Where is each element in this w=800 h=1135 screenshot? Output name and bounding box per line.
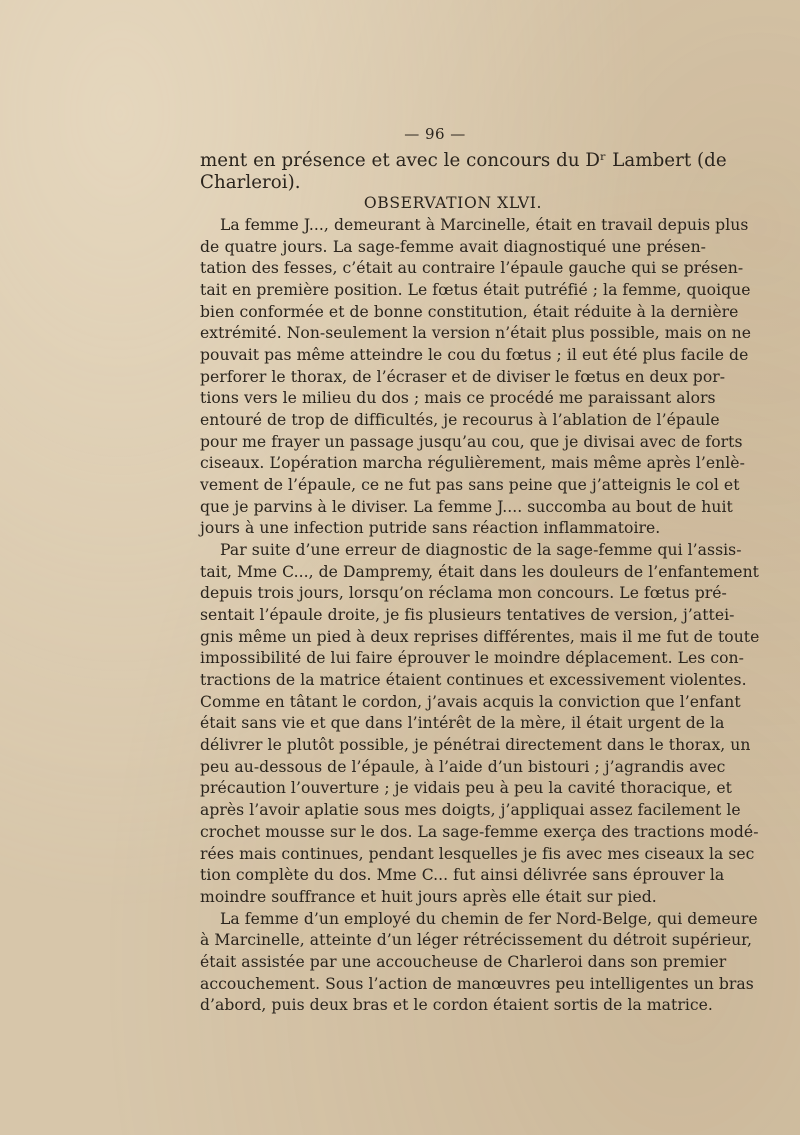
text-line: bien conformée et de bonne constitution, était réduite à la dernière bbox=[200, 302, 739, 321]
text-line: crochet mousse sur le dos. La sage-femme exerça des tractions modé- bbox=[200, 822, 759, 841]
text-line: Par suite d’une erreur de diagnostic de la sage-femme qui l’assis- bbox=[220, 541, 742, 560]
text-line: La femme J..., demeurant à Marcinelle, était en travail depuis plus bbox=[220, 216, 749, 235]
page-number: — 96 — bbox=[404, 125, 466, 143]
text-line: délivrer le plutôt possible, je pénétrai directement dans le thorax, un bbox=[200, 736, 751, 755]
text-line: était sans vie et que dans l’intérêt de la mère, il était urgent de la bbox=[200, 714, 725, 733]
text-line: à Marcinelle, atteinte d’un léger rétrécissement du détroit supérieur, bbox=[200, 931, 752, 950]
text-line: sentait l’épaule droite, je fis plusieurs tentatives de version, j’attei- bbox=[200, 606, 735, 625]
text-line: que je parvins à le diviser. La femme J.... succomba au bout de huit bbox=[200, 497, 733, 516]
text-line: pouvait pas même atteindre le cou du fœtus ; il eut été plus facile de bbox=[200, 346, 749, 365]
text-line: tion complète du dos. Mme C... fut ainsi délivrée sans éprouver la bbox=[200, 866, 725, 885]
text-line: impossibilité de lui faire éprouver le moindre déplacement. Les con- bbox=[200, 649, 744, 668]
text-line: précaution l’ouverture ; je vidais peu à peu la cavité thoracique, et bbox=[200, 779, 732, 798]
text-line: tait, Mme C..., de Dampremy, était dans les douleurs de l’enfantement bbox=[200, 562, 759, 581]
text-line: rées mais continues, pendant lesquelles je fis avec mes ciseaux la sec bbox=[200, 844, 755, 863]
text-line: La femme d’un employé du chemin de fer Nord-Belge, qui demeure bbox=[220, 909, 758, 928]
text-line: accouchement. Sous l’action de manœuvres peu intelligentes un bras bbox=[200, 974, 754, 993]
text-line: gnis même un pied à deux reprises différentes, mais il me fut de toute bbox=[200, 627, 760, 646]
text-line: entouré de trop de difficultés, je recourus à l’ablation de l’épaule bbox=[200, 411, 720, 430]
text-line: depuis trois jours, lorsqu’on réclama mon concours. Le fœtus pré- bbox=[200, 584, 727, 603]
text-line: ciseaux. L’opération marcha régulièrement, mais même après l’enlè- bbox=[200, 454, 745, 473]
text-line: tation des fesses, c’était au contraire l’épaule gauche qui se présen- bbox=[200, 259, 744, 278]
text-line: moindre souffrance et huit jours après elle était sur pied. bbox=[200, 887, 657, 906]
section-heading: OBSERVATION XLVI. bbox=[363, 194, 543, 213]
text-line: Charleroi). bbox=[200, 171, 301, 193]
text-line: tractions de la matrice étaient continues et excessivement violentes. bbox=[200, 671, 747, 690]
text-line: après l’avoir aplatie sous mes doigts, j’appliquai assez facilement le bbox=[200, 801, 741, 820]
body-text bbox=[200, 150, 760, 1017]
text-line: ment en présence et avec le concours du Dʳ Lambert (de bbox=[200, 150, 727, 171]
text-line: était assistée par une accoucheuse de Charleroi dans son premier bbox=[200, 952, 727, 971]
text-line: tions vers le milieu du dos ; mais ce procédé me paraissant alors bbox=[200, 389, 716, 408]
text-line: jours à une infection putride sans réaction inflammatoire. bbox=[200, 519, 661, 538]
text-line: de quatre jours. La sage-femme avait diagnostiqué une présen- bbox=[200, 237, 706, 256]
text-line: vement de l’épaule, ce ne fut pas sans peine que j’atteignis le col et bbox=[200, 476, 740, 495]
text-line: extrémité. Non-seulement la version n’était plus possible, mais on ne bbox=[200, 324, 751, 343]
text-line: pour me frayer un passage jusqu’au cou, que je divisai avec de forts bbox=[200, 432, 743, 451]
text-line: tait en première position. Le fœtus était putréfié ; la femme, quoique bbox=[200, 281, 751, 300]
text-line: d’abord, puis deux bras et le cordon étaient sortis de la matrice. bbox=[200, 996, 713, 1015]
text-line: Comme en tâtant le cordon, j’avais acquis la conviction que l’enfant bbox=[200, 692, 741, 711]
text-line: perforer le thorax, de l’écraser et de diviser le fœtus en deux por- bbox=[200, 367, 726, 386]
text-line: peu au-dessous de l’épaule, à l’aide d’un bistouri ; j’agrandis avec bbox=[200, 757, 726, 776]
